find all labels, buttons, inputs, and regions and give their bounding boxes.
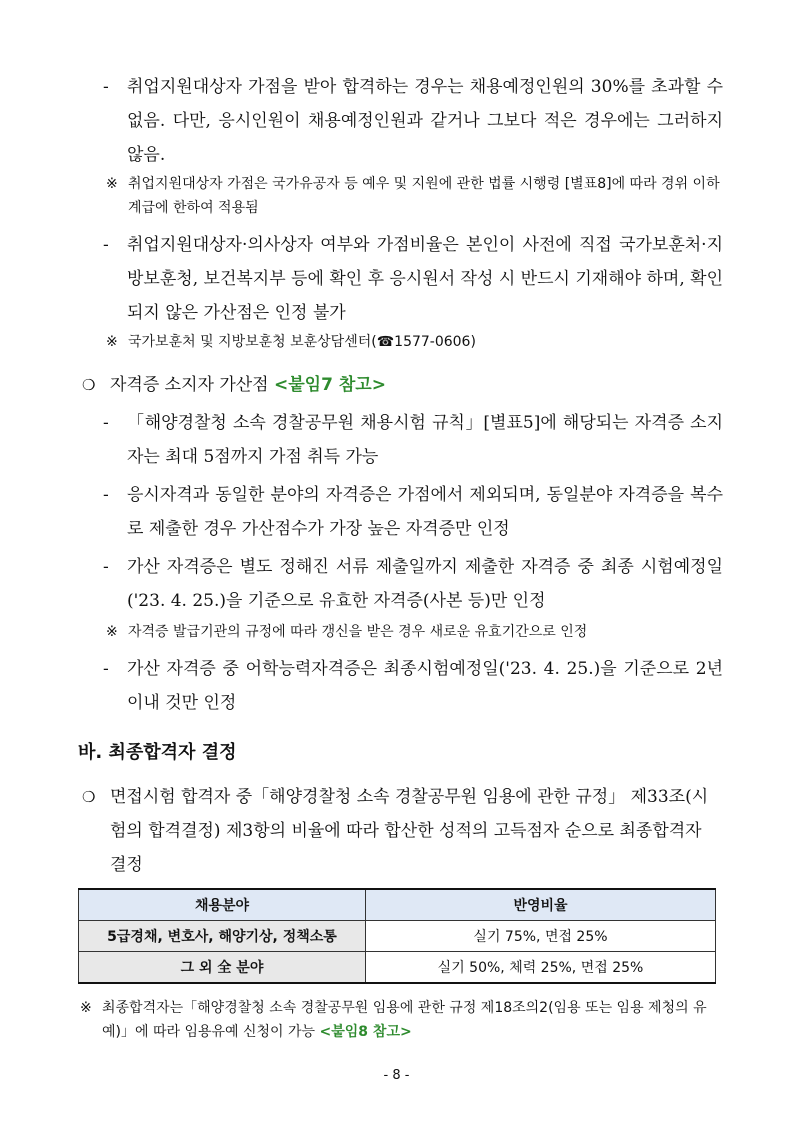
item-text: 가산 자격증 중 어학능력자격증은 최종시험예정일('23. 4. 25.)을 기준으로 2년 이내 것만 인정 xyxy=(127,659,723,713)
page-number: - 8 - xyxy=(383,1068,410,1083)
footnote-text: 최종합격자는「해양경찰청 소속 경찰공무원 임용에 관한 규정 제18조의2(임용 또는 임용 제청의 유예)」에 따라 임용유예 신청이 가능 xyxy=(102,1000,707,1040)
final-decision-item xyxy=(82,780,722,882)
footnote-ref: <붙임8 참고> xyxy=(319,1024,412,1040)
list-item xyxy=(103,228,723,330)
table-header-row xyxy=(79,889,716,921)
note-marker: ※ xyxy=(80,1000,92,1016)
item-text: 「해양경찰청 소속 경찰공무원 채용시험 규칙」[별표5]에 해당되는 자격증 소지자는 최대 5점까지 가점 취득 가능 xyxy=(127,413,723,467)
note-marker: ※ xyxy=(106,334,118,350)
note-item xyxy=(106,620,726,644)
field-cell: 그 외 全 분야 xyxy=(79,952,366,984)
header-field: 채용분야 xyxy=(79,889,366,921)
dash-marker: - xyxy=(103,659,109,679)
final-decision-text: 면접시험 합격자 중「해양경찰청 소속 경찰공무원 임용에 관한 규정」 제33조(시험의 합격결정) 제3항의 비율에 따라 합산한 성적의 고득점자 순으로 최종합격자 결정 xyxy=(110,787,709,875)
note-text: 자격증 발급기관의 규정에 따라 갱신을 받은 경우 새로운 유효기간으로 인정 xyxy=(128,624,588,640)
list-item xyxy=(103,652,723,720)
dash-marker: - xyxy=(103,413,109,433)
note-item xyxy=(106,172,726,220)
list-item xyxy=(103,406,723,474)
dash-marker: - xyxy=(103,235,109,255)
item-text: 응시자격과 동일한 분야의 자격증은 가점에서 제외되며, 동일분야 자격증을 복수로 제출한 경우 가산점수가 가장 높은 자격증만 인정 xyxy=(127,485,723,539)
list-item xyxy=(103,550,723,618)
note-text: 취업지원대상자 가점은 국가유공자 등 예우 및 지원에 관한 법률 시행령 [별표8]에 따라 경위 이하 계급에 한하여 적용됨 xyxy=(128,176,720,216)
note-marker: ※ xyxy=(106,176,118,192)
dash-marker: - xyxy=(103,77,109,97)
section-title: 바. 최종합격자 결정 xyxy=(78,742,237,763)
ratio-table xyxy=(78,888,716,984)
cert-heading xyxy=(82,368,722,402)
cert-heading-text: 자격증 소지자 가산점 xyxy=(110,375,269,395)
footnote xyxy=(80,996,720,1044)
item-text: 취업지원대상자·의사상자 여부와 가점비율은 본인이 사전에 직접 국가보훈처·지방보훈청, 보건복지부 등에 확인 후 응시원서 작성 시 반드시 기재해야 하며, 확인되지 않은 가산점은 인정 불가 xyxy=(127,235,723,323)
circle-marker: ❍ xyxy=(82,376,96,394)
circle-marker: ❍ xyxy=(82,788,96,806)
cert-heading-ref: <붙임7 참고> xyxy=(274,375,386,395)
dash-marker: - xyxy=(103,485,109,505)
list-item xyxy=(103,70,723,172)
dash-marker: - xyxy=(103,557,109,577)
ratio-cell: 실기 50%, 체력 25%, 면접 25% xyxy=(366,952,716,984)
ratio-cell: 실기 75%, 면접 25% xyxy=(366,921,716,952)
note-marker: ※ xyxy=(106,624,118,640)
note-item xyxy=(106,330,726,354)
list-item xyxy=(103,478,723,546)
item-text: 가산 자격증은 별도 정해진 서류 제출일까지 제출한 자격증 중 최종 시험예정일('23. 4. 25.)을 기준으로 유효한 자격증(사본 등)만 인정 xyxy=(127,557,723,611)
table-row xyxy=(79,921,716,952)
field-cell: 5급경채, 변호사, 해양기상, 정책소통 xyxy=(79,921,366,952)
header-ratio: 반영비율 xyxy=(366,889,716,921)
note-text: 국가보훈처 및 지방보훈청 보훈상담센터(☎1577-0606) xyxy=(128,334,476,350)
table-row xyxy=(79,952,716,984)
item-text: 취업지원대상자 가점을 받아 합격하는 경우는 채용예정인원의 30%를 초과할 수 없음. 다만, 응시인원이 채용예정인원과 같거나 그보다 적은 경우에는 그러하지 않음. xyxy=(127,77,723,165)
